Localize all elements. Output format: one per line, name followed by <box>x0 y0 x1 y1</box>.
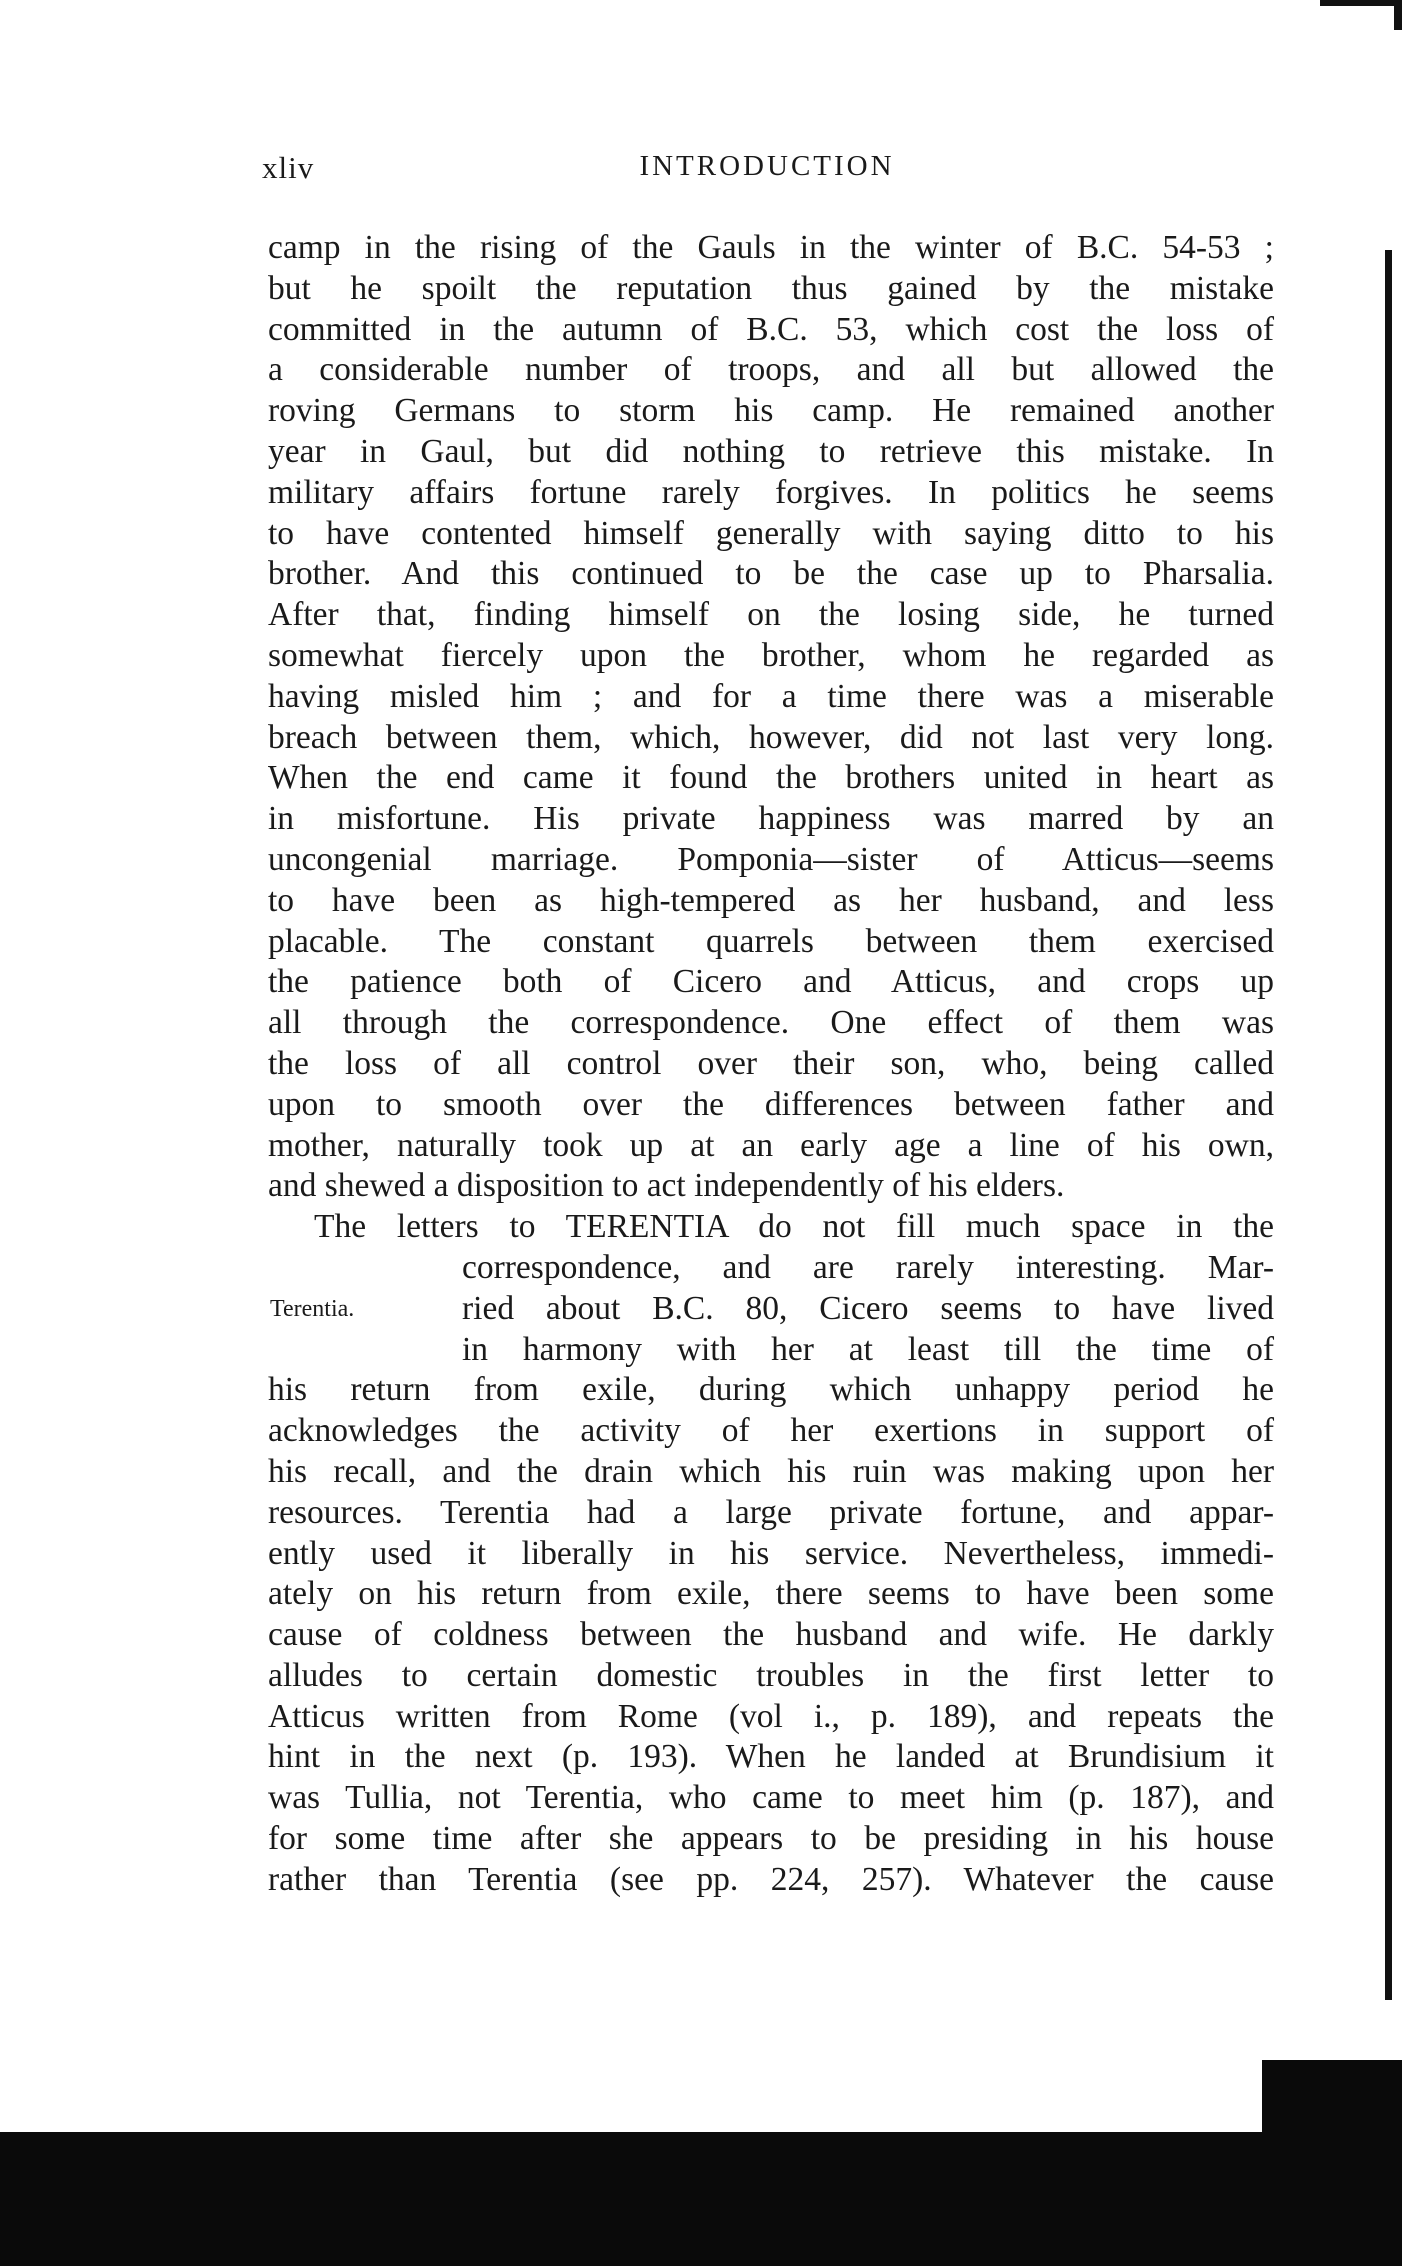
text-line: placable. The constant quarrels between them exercised <box>268 922 1274 960</box>
text-line: his return from exile, during which unhappy period he <box>268 1371 1274 1409</box>
page-number: xliv <box>262 150 315 185</box>
text-line: cause of coldness between the husband and wife. He darkly <box>268 1616 1274 1654</box>
text-line: rather than Terentia (see pp. 224, 257). Whatever the cause <box>268 1860 1274 1898</box>
text-line: was Tullia, not Terentia, who came to meet him (p. 187), and <box>268 1779 1274 1817</box>
text-line: The letters to TERENTIA do not fill much space in the <box>314 1208 1274 1246</box>
text-line: hint in the next (p. 193). When he landed at Brundisium it <box>268 1738 1274 1776</box>
text-line: committed in the autumn of B.C. 53, which cost the loss of <box>268 310 1274 348</box>
text-line: alludes to certain domestic troubles in the first letter to <box>268 1656 1274 1694</box>
text-line: somewhat fiercely upon the brother, whom he regarded as <box>268 636 1274 674</box>
running-head: INTRODUCTION <box>639 150 895 182</box>
text-line: When the end came it found the brothers united in heart as <box>268 759 1274 797</box>
scan-edge-mark <box>1320 0 1402 6</box>
text-line: mother, naturally took up at an early age a line of his own, <box>268 1126 1274 1164</box>
text-line: upon to smooth over the differences between father and <box>268 1085 1274 1123</box>
text-line: the patience both of Cicero and Atticus, and crops up <box>268 963 1274 1001</box>
text-line: to have been as high-tempered as her husband, and less <box>268 881 1274 919</box>
text-line: acknowledges the activity of her exertions in support of <box>268 1412 1274 1450</box>
text-line: the loss of all control over their son, who, being called <box>268 1044 1274 1082</box>
text-line: resources. Terentia had a large private fortune, and appar- <box>268 1493 1274 1531</box>
page-header <box>262 150 1272 190</box>
page-edge-shadow <box>1385 250 1392 2000</box>
margin-note: Terentia. <box>270 1295 355 1322</box>
text-line: ently used it liberally in his service. Nevertheless, immedi- <box>268 1534 1274 1572</box>
text-line: military affairs fortune rarely forgives. In politics he seems <box>268 473 1274 511</box>
scan-bottom-shadow <box>0 2132 1402 2266</box>
text-line: correspondence, and are rarely interesting. Mar- <box>462 1248 1274 1286</box>
text-line: After that, finding himself on the losing side, he turned <box>268 596 1274 634</box>
text-line: having misled him ; and for a time there was a miserable <box>268 677 1274 715</box>
text-line: in misfortune. His private happiness was marred by an <box>268 800 1274 838</box>
text-line: in harmony with her at least till the time of <box>462 1330 1274 1368</box>
text-line: his recall, and the drain which his ruin was making upon her <box>268 1452 1274 1490</box>
text-line: ately on his return from exile, there seems to have been some <box>268 1575 1274 1613</box>
scan-shadow <box>1262 2060 1402 2140</box>
text-line: for some time after she appears to be presiding in his house <box>268 1820 1274 1858</box>
text-line: but he spoilt the reputation thus gained by the mistake <box>268 269 1274 307</box>
text-line: all through the correspondence. One effect of them was <box>268 1004 1274 1042</box>
text-line: year in Gaul, but did nothing to retrieve this mistake. In <box>268 432 1274 470</box>
text-line: a considerable number of troops, and all but allowed the <box>268 351 1274 389</box>
text-line: ried about B.C. 80, Cicero seems to have lived <box>462 1289 1274 1327</box>
text-line: camp in the rising of the Gauls in the winter of B.C. 54-53 ; <box>268 229 1274 266</box>
text-line: to have contented himself generally with saying ditto to his <box>268 514 1274 552</box>
text-line: and shewed a disposition to act independently of his elders. <box>268 1167 1065 1205</box>
text-line: roving Germans to storm his camp. He remained another <box>268 392 1274 430</box>
text-line: uncongenial marriage. Pomponia—sister of Atticus—seems <box>268 840 1274 878</box>
text-line: breach between them, which, however, did not last very long. <box>268 718 1274 756</box>
text-line: Atticus written from Rome (vol i., p. 189), and repeats the <box>268 1697 1274 1735</box>
text-line-with-sidenote <box>268 1289 1274 1330</box>
scan-edge-mark <box>1394 0 1402 30</box>
body-text <box>268 228 1274 1901</box>
text-line: brother. And this continued to be the case up to Pharsalia. <box>268 555 1274 593</box>
